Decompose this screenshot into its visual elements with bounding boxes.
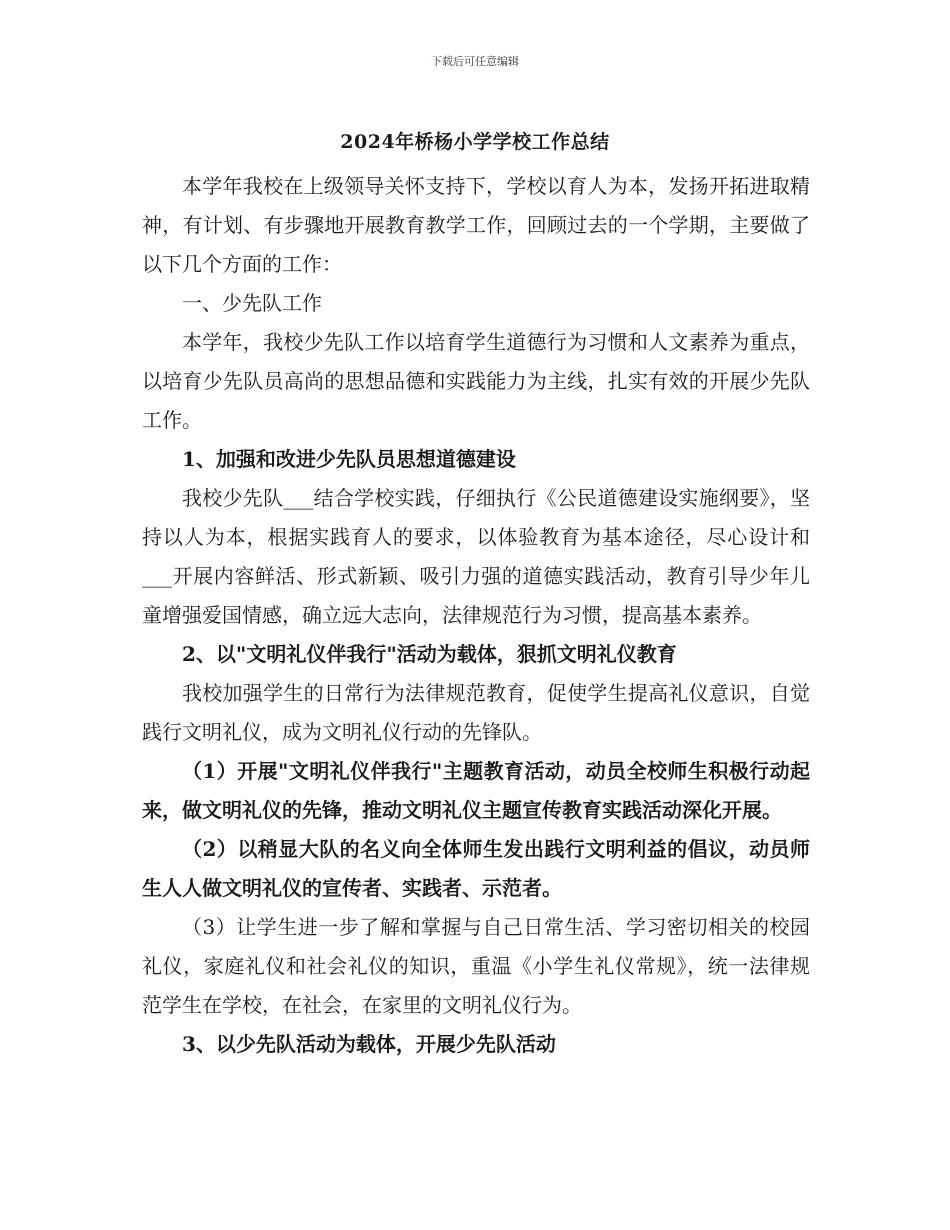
subheading-etiquette-education: 2、以"文明礼仪伴我行"活动为载体，狠抓文明礼仪教育 xyxy=(182,642,677,666)
body-paragraph: 我校少先队___结合学校实践，仔细执行《公民道德建设实施纲要》，坚持以人为本，根据实践育人的要求，以体验教育为基本途径，尽心设计和___开展内容鲜活、形式新颖、吸引力强的道德实践活动，教育引导少年儿童增强爱国情感，确立远大志向，法律规范行为习惯，提高基本素养。 xyxy=(142,486,810,627)
list-item-2: （2）以稍显大队的名义向全体师生发出践行文明利益的倡议，动员师生人人做文明礼仪的宣传者、实践者、示范者。 xyxy=(142,837,810,900)
page-header-note: 下载后可任意编辑 xyxy=(431,55,519,68)
body-paragraph: 我校加强学生的日常行为法律规范教育，促使学生提高礼仪意识，自觉践行文明礼仪，成为文明礼仪行动的先锋队。 xyxy=(142,681,810,744)
intro-paragraph: 本学年我校在上级领导关怀支持下，学校以育人为本，发扬开拓进取精神，有计划、有步骤地开展教育教学工作，回顾过去的一个学期，主要做了以下几个方面的工作： xyxy=(142,174,810,276)
list-item-1: （1）开展"文明礼仪伴我行"主题教育活动，动员全校师生积极行动起来，做文明礼仪的先锋，推动文明礼仪主题宣传教育实践活动深化开展。 xyxy=(142,759,810,822)
subheading-activities: 3、以少先队活动为载体，开展少先队活动 xyxy=(182,1032,556,1056)
section-heading-young-pioneers: 一、少先队工作 xyxy=(182,291,322,315)
list-item-3: （3）让学生进一步了解和掌握与自己日常生活、学习密切相关的校园礼仪，家庭礼仪和社会礼仪的知识，重温《小学生礼仪常规》，统一法律规范学生在学校，在社会，在家里的文明礼仪行为。 xyxy=(142,915,810,1017)
document-title: 2024年桥杨小学学校工作总结 xyxy=(340,131,610,153)
body-paragraph: 本学年，我校少先队工作以培育学生道德行为习惯和人文素养为重点，以培育少先队员高尚的思想品德和实践能力为主线，扎实有效的开展少先队工作。 xyxy=(142,330,810,432)
document-body xyxy=(142,167,810,1064)
subheading-moral-building: 1、加强和改进少先队员思想道德建设 xyxy=(182,447,516,471)
